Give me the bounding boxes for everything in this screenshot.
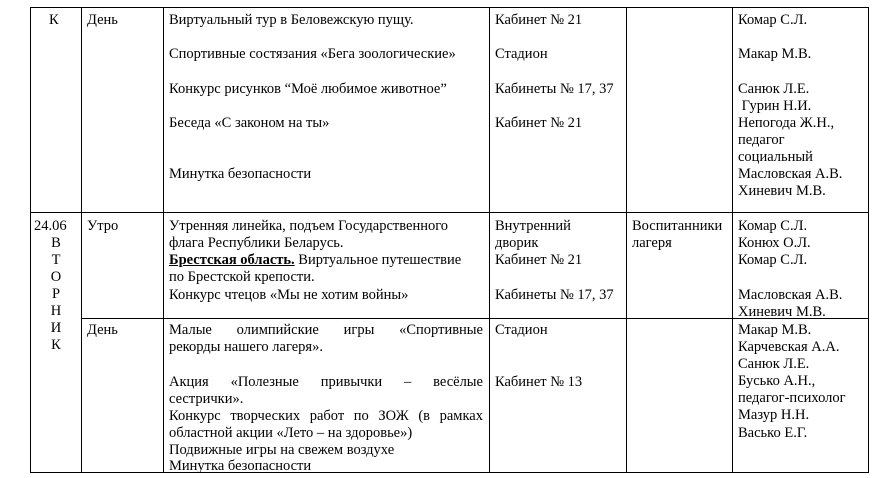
- time-cell: День: [87, 322, 118, 338]
- place-item: дворик: [495, 235, 539, 251]
- weekday-letter: В: [51, 235, 61, 251]
- event-item: Минутка безопасности: [169, 166, 312, 182]
- event-item: Конкурс чтецов «Мы не хотим войны»: [169, 287, 409, 303]
- table-border-top: [30, 7, 869, 8]
- responsible-item: Конюх О.Л.: [738, 235, 811, 251]
- responsible-item: Мазур Н.Н.: [738, 407, 810, 423]
- responsible-item: Макар М.В.: [738, 46, 812, 62]
- day-letter-cell: К: [49, 12, 59, 28]
- event-item: рекорды нашего лагеря».: [169, 339, 323, 355]
- participants-item: лагеря: [632, 235, 672, 251]
- weekday-letter: Т: [51, 252, 61, 268]
- col-line-6: [868, 7, 869, 473]
- participants-item: Воспитанники: [632, 218, 723, 234]
- responsible-item: Карчевская А.А.: [738, 339, 840, 355]
- event-item: по Брестской крепости.: [169, 269, 315, 285]
- event-item: Конкурс рисунков “Моё любимое животное”: [169, 81, 447, 97]
- date-label: 24.06: [34, 218, 67, 234]
- responsible-item: педагог-психолог: [738, 390, 846, 406]
- event-item: Конкурс творческих работ по ЗОЖ (в рамках: [169, 408, 483, 424]
- col-line-5: [732, 7, 733, 473]
- col-line-2: [163, 7, 164, 473]
- responsible-item: Макар М.В.: [738, 322, 812, 338]
- time-cell: День: [87, 12, 118, 28]
- event-item: Утренняя линейка, подъем Государственного: [169, 218, 449, 234]
- responsible-item: Комар С.Л.: [738, 218, 808, 234]
- place-item: Кабинет № 13: [495, 374, 583, 390]
- event-item: флага Республики Беларусь.: [169, 235, 344, 251]
- responsible-item: Санюк Л.Е.: [738, 356, 810, 372]
- event-item: сестрички».: [169, 391, 244, 407]
- place-item: Стадион: [495, 46, 548, 62]
- place-item: Кабинеты № 17, 37: [495, 81, 614, 97]
- event-item: Подвижные игры на свежем воздухе: [169, 442, 395, 458]
- responsible-item: Комар С.Л.: [738, 252, 808, 268]
- responsible-item: Бусько А.Н.,: [738, 373, 816, 389]
- responsible-item: Хиневич М.В.: [738, 183, 826, 199]
- weekday-letter: И: [50, 320, 62, 336]
- event-item-rest: Виртуальное путешествие: [294, 252, 462, 268]
- event-item: Малые олимпийские игры «Спортивные: [169, 322, 483, 338]
- responsible-item: Санюк Л.Е.: [738, 81, 810, 97]
- place-item: Кабинет № 21: [495, 12, 583, 28]
- event-item: областной акции «Лето – на здоровье»): [169, 425, 413, 441]
- event-item: Спортивные состязания «Бега зоологические»: [169, 46, 456, 62]
- region-heading: Брестская область.: [169, 252, 295, 268]
- col-line-1: [81, 7, 82, 473]
- place-item: Стадион: [495, 322, 548, 338]
- place-item: Кабинеты № 17, 37: [495, 287, 614, 303]
- col-line-4: [626, 7, 627, 473]
- event-item: [169, 252, 461, 269]
- responsible-item: Комар С.Л.: [738, 12, 808, 28]
- place-item: Внутренний: [495, 218, 571, 234]
- time-cell: Утро: [87, 218, 119, 234]
- responsible-item: Непогода Ж.Н.,: [738, 115, 835, 131]
- col-line-3: [489, 7, 490, 473]
- responsible-item: Масловская А.В.: [738, 287, 843, 303]
- responsible-item: Масловская А.В.: [738, 166, 843, 182]
- place-item: Кабинет № 21: [495, 115, 583, 131]
- row-divider-1: [30, 212, 869, 213]
- event-item: Минутка безопасности: [169, 458, 312, 474]
- weekday-letter: К: [51, 337, 61, 353]
- responsible-item: Васько Е.Г.: [738, 425, 808, 441]
- event-item: Виртуальный тур в Беловежскую пущу.: [169, 12, 414, 28]
- weekday-letter: Н: [50, 303, 62, 319]
- weekday-letter: О: [50, 269, 62, 285]
- event-item: Акция «Полезные привычки – весёлые: [169, 374, 483, 390]
- responsible-item: Хиневич М.В.: [738, 304, 826, 320]
- weekday-letter: Р: [51, 286, 61, 302]
- responsible-item: социальный: [738, 149, 813, 165]
- responsible-item: педагог: [738, 132, 785, 148]
- responsible-item: Гурин Н.И.: [738, 98, 812, 114]
- event-item: Беседа «С законом на ты»: [169, 115, 330, 131]
- table-border-bottom: [30, 472, 869, 473]
- place-item: Кабинет № 21: [495, 252, 583, 268]
